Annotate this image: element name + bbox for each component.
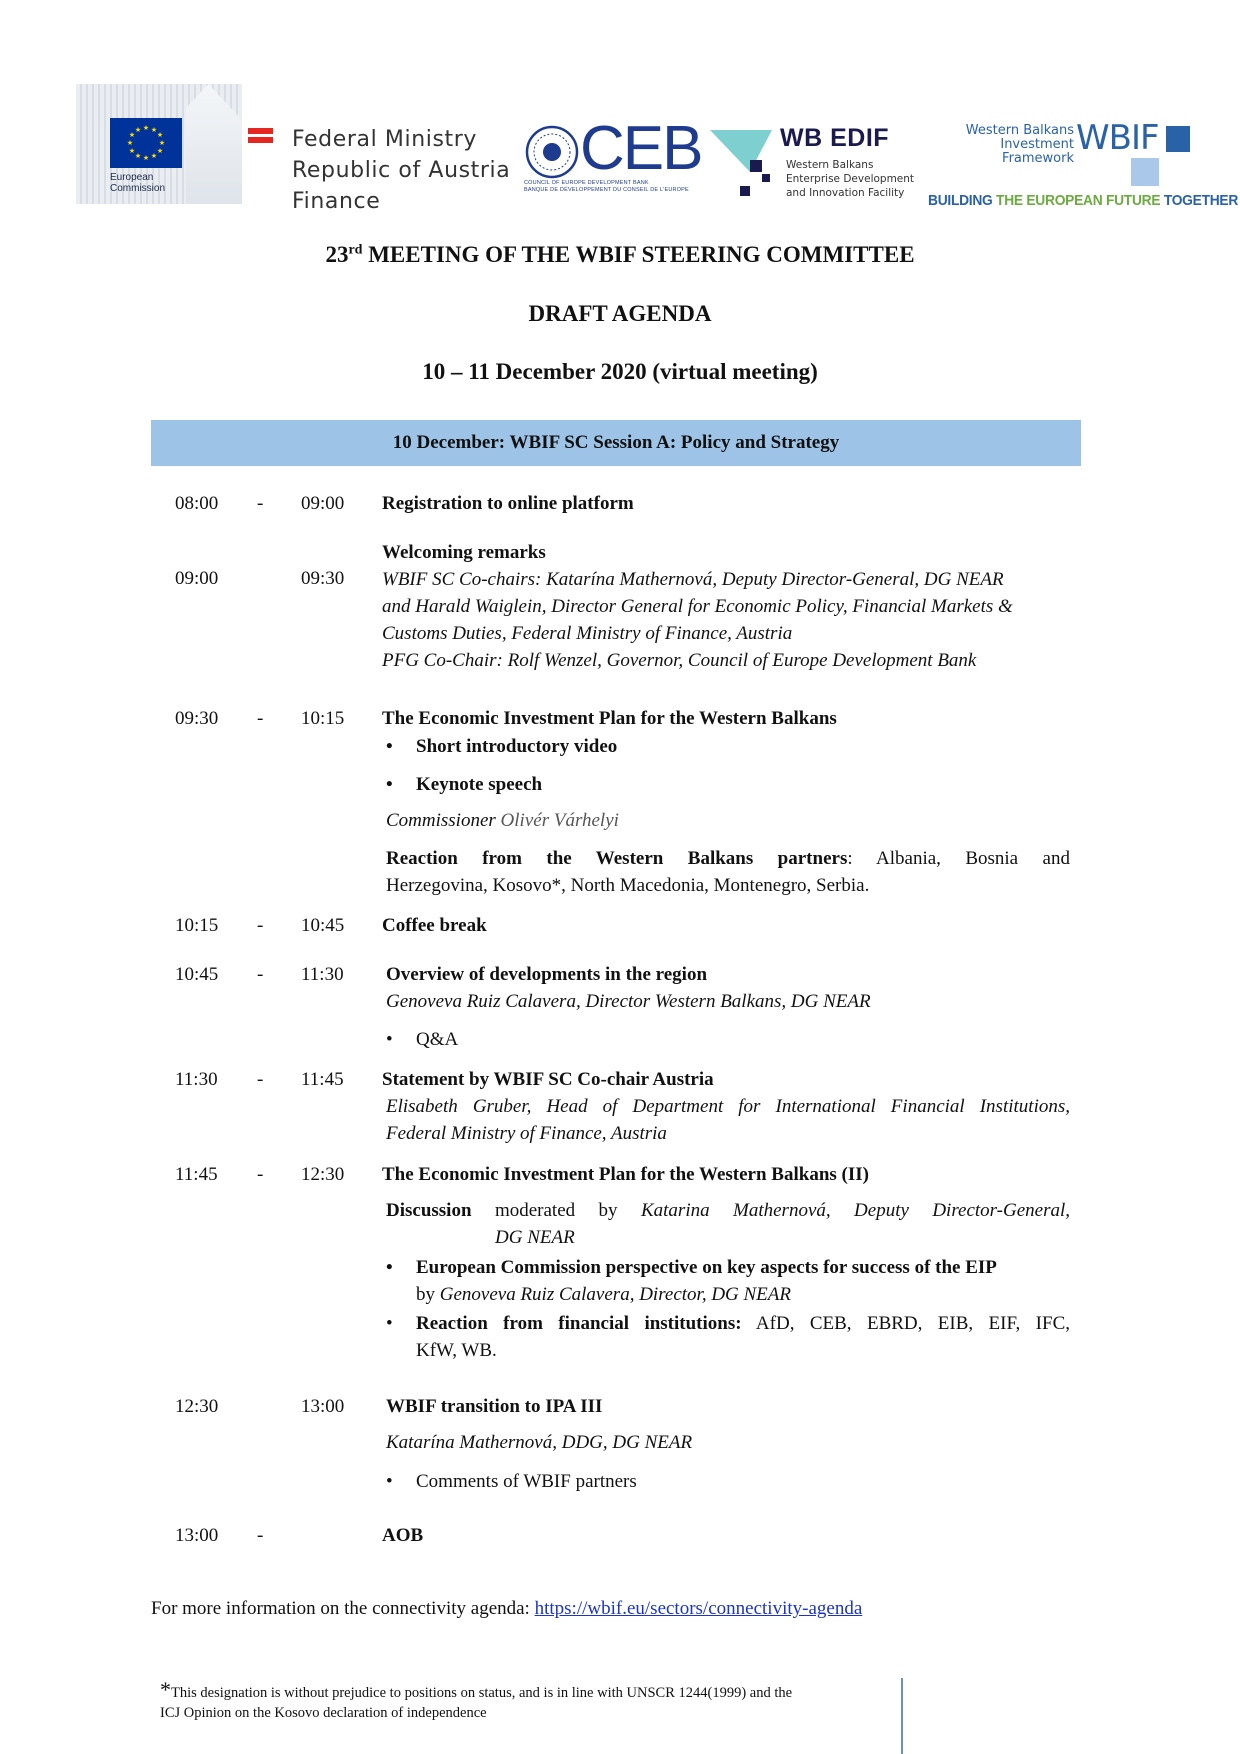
connectivity-agenda-link[interactable]: https://wbif.eu/sectors/connectivity-agenda (534, 1598, 863, 1619)
meeting-title (0, 242, 1240, 268)
more-info-line (151, 1598, 862, 1620)
wb-edif-wordmark: WB EDIF (780, 124, 890, 152)
footnote-text-line2: ICJ Opinion on the Kosovo declaration of independence (160, 1705, 487, 1721)
ceb-wordmark: CEB (580, 114, 702, 183)
agenda-item-title: Welcoming remarks (382, 542, 546, 563)
agenda-item-title: AOB (382, 1525, 424, 1546)
wbif-wordmark: WBIF (1076, 118, 1159, 158)
start-time: 08:00 (175, 493, 219, 514)
start-time: 09:00 (175, 568, 219, 589)
meeting-dates: 10 – 11 December 2020 (virtual meeting) (422, 359, 818, 384)
bullet-item: • Keynote speech (416, 771, 542, 798)
end-time: 10:15 (301, 708, 345, 729)
wb-edif-subtitle (786, 158, 914, 200)
speaker-name: Olivér Várhelyi (500, 810, 619, 831)
footnote (160, 1677, 900, 1723)
time-dash: - (257, 1164, 264, 1185)
reaction-text: : Albania, Bosnia and (847, 848, 1070, 869)
bmf-line3: Finance (292, 189, 381, 214)
footnote-line1 (160, 1677, 900, 1703)
reaction-text-continued: Herzegovina, Kosovo*, North Macedonia, Montenegro, Serbia. (386, 875, 870, 896)
time-dash: - (257, 915, 264, 936)
footnote-text-line1: This designation is without prejudice to positions on status, and is in line with UNSCR 1244(1999) and the (171, 1685, 793, 1701)
reaction-label: Reaction from the Western Balkans partners (386, 848, 848, 869)
speaker-line: Elisabeth Gruber, Head of Department for International Financial Institutions, (386, 1096, 1070, 1117)
agenda-item-title: Coffee break (382, 915, 487, 936)
footnote-vertical-rule (901, 1678, 903, 1754)
wbif-tagline-c: TOGETHER (1160, 192, 1239, 209)
discussion-line (386, 1197, 1070, 1224)
wbif-square-dark-icon (1166, 126, 1190, 152)
speaker-line: Customs Duties, Federal Ministry of Finance, Austria (382, 623, 793, 644)
eu-stars-icon (110, 118, 182, 168)
speaker-line (386, 807, 619, 834)
bullet-item: • Short introductory video (416, 733, 617, 760)
wbif-logo-small-text (926, 124, 1074, 166)
end-time: 09:30 (301, 568, 345, 589)
time-dash: - (257, 1069, 264, 1090)
speaker-line: Federal Ministry of Finance, Austria (386, 1123, 667, 1144)
reaction-line (386, 845, 1070, 872)
agenda-item-title: Overview of developments in the region (386, 964, 708, 985)
time-dash: - (257, 964, 264, 985)
agenda-item-title: Registration to online platform (382, 493, 634, 514)
start-time: 12:30 (175, 1396, 219, 1417)
bullet-item: • Q&A (416, 1026, 458, 1053)
svg-text:★: ★ (156, 131, 164, 139)
eu-flag-icon (110, 118, 182, 168)
discussion-label: Discussion (386, 1200, 472, 1221)
speaker-line: and Harald Waiglein, Director General for Economic Policy, Financial Markets & (382, 596, 1013, 617)
time-dash: - (257, 1525, 264, 1546)
bmf-line1: Federal Ministry (292, 127, 478, 152)
svg-text:★: ★ (126, 139, 134, 147)
austrian-flag-icon (248, 128, 273, 148)
start-time: 10:45 (175, 964, 219, 985)
meeting-title-text: MEETING OF THE WBIF STEERING COMMITTEE (362, 242, 915, 267)
bullet-bold-text: Reaction from financial institutions: (416, 1313, 742, 1334)
ec-caption-line2: Commission (110, 183, 166, 194)
meeting-suffix: rd (348, 242, 363, 258)
edif-sub-line2: Enterprise Development (786, 173, 915, 185)
svg-text:★: ★ (156, 147, 164, 155)
svg-text:★: ★ (134, 152, 142, 160)
speaker-line: Katarína Mathernová, DDG, DG NEAR (386, 1432, 693, 1453)
svg-text:★: ★ (150, 126, 158, 134)
footnote-star: * (160, 1677, 171, 1702)
session-banner: 10 December: WBIF SC Session A: Policy and Strategy (151, 420, 1081, 466)
agenda-item-title: The Economic Investment Plan for the Western Balkans (382, 708, 837, 729)
svg-text:★: ★ (128, 131, 136, 139)
time-dash: - (257, 708, 264, 729)
draft-agenda-heading: DRAFT AGENDA (528, 301, 712, 326)
federal-ministry-logo-text (292, 124, 510, 217)
end-time: 13:00 (301, 1396, 345, 1417)
start-time: 11:30 (175, 1069, 218, 1090)
european-commission-logo (76, 84, 242, 204)
agenda-item-title: Statement by WBIF SC Co-chair Austria (382, 1069, 714, 1090)
end-time: 11:45 (301, 1069, 344, 1090)
time-dash: - (257, 493, 264, 514)
bullet-item-speaker (416, 1281, 791, 1308)
svg-text:★: ★ (134, 126, 142, 134)
wbif-tagline (928, 192, 1238, 209)
bullet-item (416, 1310, 1070, 1337)
end-time: 12:30 (301, 1164, 345, 1185)
ceb-sub-line2: BANQUE DE DÉVELOPPEMENT DU CONSEIL DE L'EUROPE (524, 187, 689, 193)
svg-text:★: ★ (128, 147, 136, 155)
svg-text:★: ★ (150, 152, 158, 160)
speaker-line: WBIF SC Co-chairs: Katarína Mathernová, Deputy Director-General, DG NEAR (382, 569, 1004, 590)
bullet-text-continued: KfW, WB. (416, 1340, 497, 1361)
end-time: 11:30 (301, 964, 344, 985)
speaker-line: Genoveva Ruiz Calavera, Director Western Balkans, DG NEAR (386, 991, 871, 1012)
speaker-role: Commissioner (386, 810, 501, 831)
ceb-logo (524, 114, 702, 198)
start-time: 11:45 (175, 1164, 218, 1185)
bullet-item: • Comments of WBIF partners (416, 1468, 637, 1495)
wbif-tagline-a: BUILDING (928, 192, 997, 209)
svg-text:★: ★ (142, 154, 150, 162)
by-text: by (416, 1284, 440, 1305)
wbif-square-light-icon (1131, 158, 1159, 186)
bmf-line2: Republic of Austria (292, 158, 511, 183)
discussion-text: moderated by (471, 1200, 641, 1221)
european-commission-caption (110, 172, 165, 194)
start-time: 09:30 (175, 708, 219, 729)
speaker-line: PFG Co-Chair: Rolf Wenzel, Governor, Council of Europe Development Bank (382, 650, 977, 671)
wbif-line1: Western Balkans (965, 123, 1074, 138)
edif-sub-line1: Western Balkans (786, 159, 874, 171)
more-info-label: For more information on the connectivity agenda: (151, 1598, 535, 1619)
agenda-item-title: The Economic Investment Plan for the Western Balkans (II) (382, 1164, 869, 1185)
end-time: 10:45 (301, 915, 345, 936)
ceb-subtitle (524, 180, 702, 194)
speaker-name: Genoveva Ruiz Calavera, Director, DG NEAR (439, 1284, 791, 1305)
svg-text:★: ★ (142, 124, 150, 132)
discussion-moderator-continued: DG NEAR (495, 1227, 575, 1248)
start-time: 13:00 (175, 1525, 219, 1546)
wbif-line2: Investment Framework (1000, 137, 1074, 166)
wbif-tagline-b: THE EUROPEAN FUTURE (996, 192, 1161, 209)
ceb-sub-line1: COUNCIL OF EUROPE DEVELOPMENT BANK (524, 180, 649, 186)
wb-edif-emblem-icon (710, 128, 780, 200)
ceb-sun-emblem-icon (524, 124, 580, 180)
start-time: 10:15 (175, 915, 219, 936)
end-time: 09:00 (301, 493, 345, 514)
meeting-number: 23 (325, 242, 349, 267)
ec-caption-line1: European (110, 172, 154, 183)
bullet-item: • European Commission perspective on key aspects for success of the EIP (416, 1254, 997, 1281)
svg-text:★: ★ (158, 139, 166, 147)
agenda-item-title: WBIF transition to IPA III (386, 1396, 603, 1417)
edif-sub-line3: and Innovation Facility (786, 187, 905, 199)
discussion-moderator: Katarina Mathernová, Deputy Director-General, (640, 1200, 1071, 1221)
bullet-text: AfD, CEB, EBRD, EIB, EIF, IFC, (741, 1313, 1070, 1334)
